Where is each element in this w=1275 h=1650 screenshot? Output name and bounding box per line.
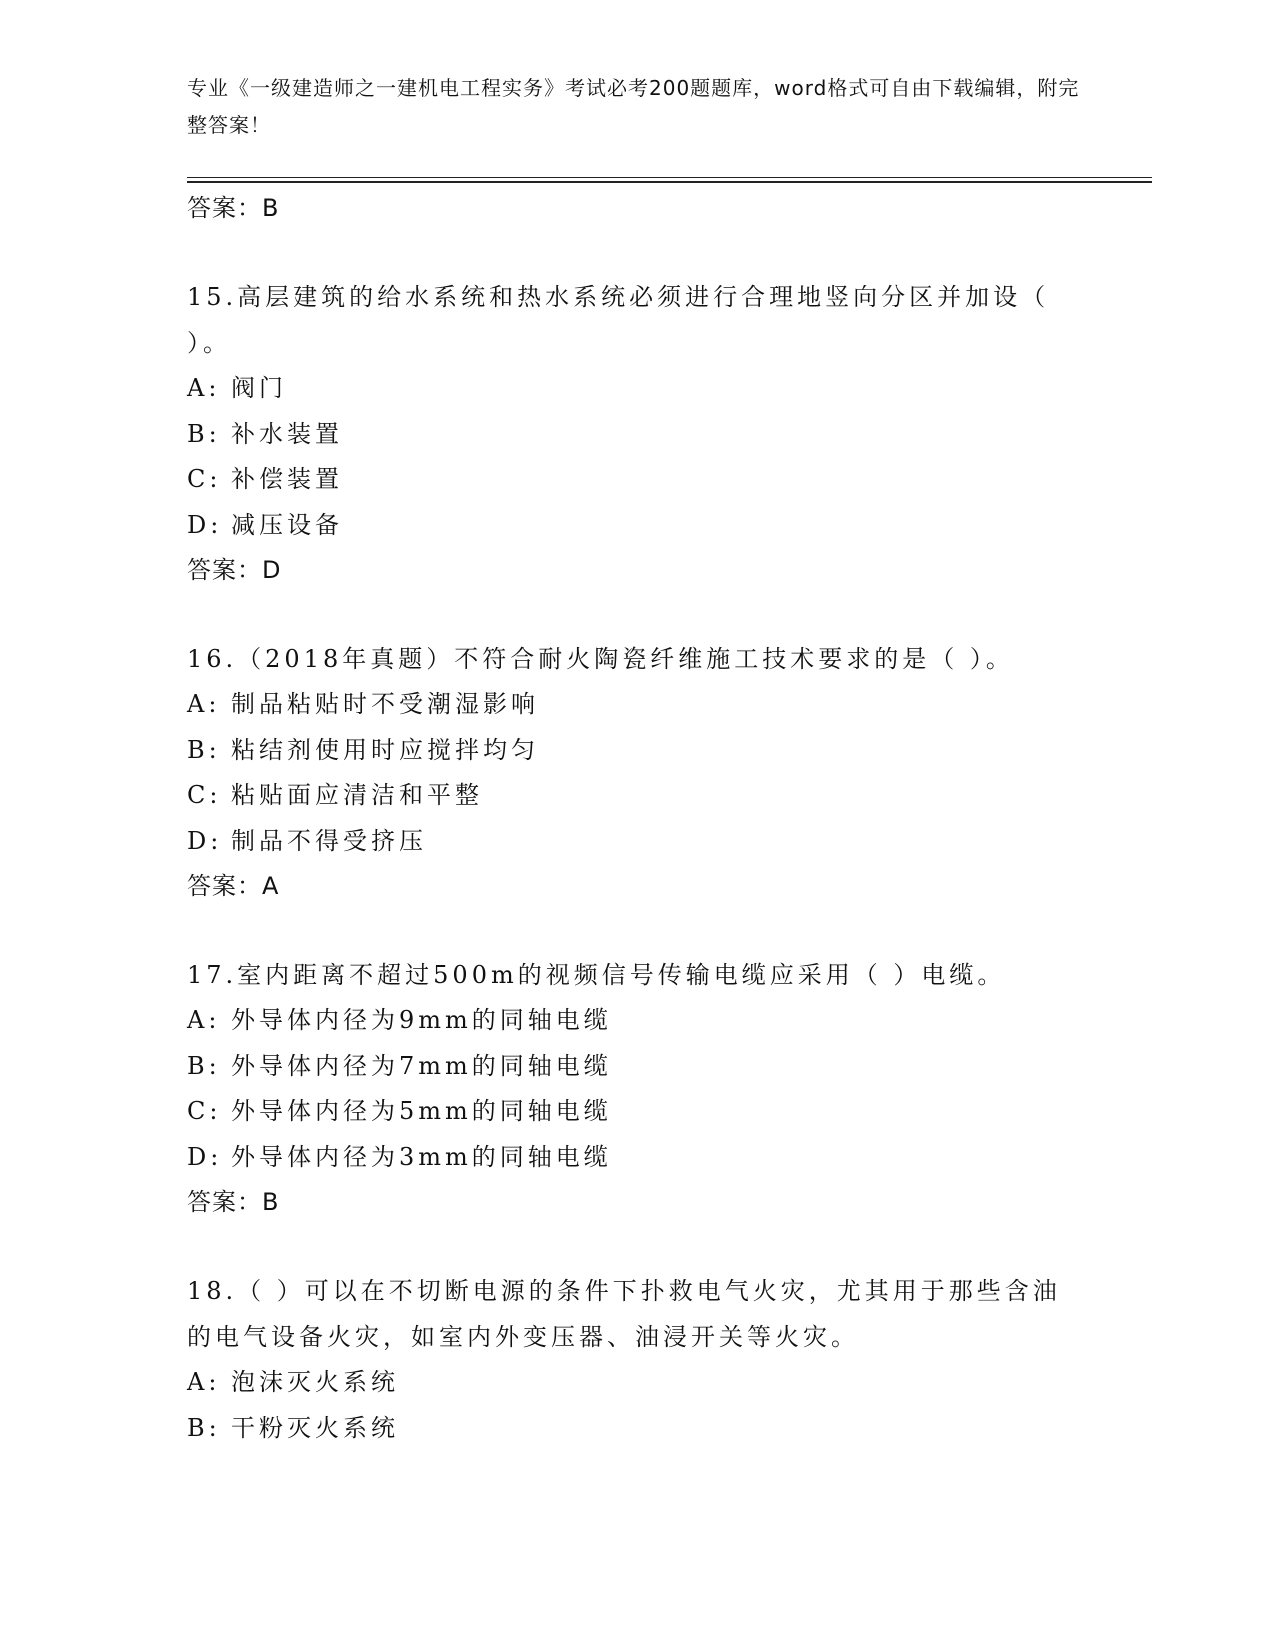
option-text: 外导体内径为3mm的同轴电缆 <box>231 1142 612 1171</box>
question-list <box>187 274 1147 1451</box>
option-item <box>187 728 1147 774</box>
option-text: 外导体内径为7mm的同轴电缆 <box>231 1051 612 1080</box>
question-stem: 17.室内距离不超过500m的视频信号传输电缆应采用（ ）电缆。 <box>187 961 1006 989</box>
option-item <box>187 998 1147 1044</box>
option-item <box>187 1360 1147 1406</box>
option-item <box>187 366 1147 412</box>
option-letter: B: <box>187 735 221 764</box>
option-letter: A: <box>187 690 221 718</box>
option-item <box>187 503 1147 549</box>
question-18 <box>187 1268 1147 1451</box>
question-16 <box>187 636 1147 908</box>
question-17 <box>187 952 1147 1224</box>
option-item <box>187 682 1147 728</box>
option-letter: D: <box>187 1142 223 1171</box>
option-text: 泡沫灭火系统 <box>231 1368 399 1396</box>
option-item <box>187 773 1147 819</box>
option-letter: D: <box>187 826 223 855</box>
option-letter: B: <box>187 419 221 448</box>
option-text: 粘贴面应清洁和平整 <box>231 781 483 809</box>
option-item <box>187 412 1147 458</box>
option-item <box>187 1135 1147 1181</box>
option-letter: C: <box>187 1097 222 1125</box>
option-text: 外导体内径为9mm的同轴电缆 <box>231 1006 612 1034</box>
option-letter: C: <box>187 465 222 493</box>
option-item <box>187 819 1147 865</box>
option-text: 制品粘贴时不受潮湿影响 <box>231 690 539 718</box>
answer-line: 答案：D <box>187 556 282 584</box>
option-text: 粘结剂使用时应搅拌均匀 <box>231 735 539 764</box>
option-text: 补偿装置 <box>231 465 343 493</box>
document-header: 专业《一级建造师之一建机电工程实务》考试必考200题题库，word格式可自由下载编辑，附完整答案！ <box>187 76 1080 137</box>
option-text: 外导体内径为5mm的同轴电缆 <box>231 1097 612 1125</box>
document-body <box>187 186 1147 1451</box>
option-text: 干粉灭火系统 <box>231 1413 399 1442</box>
option-text: 补水装置 <box>231 419 343 448</box>
answer-line: 答案：B <box>187 194 280 222</box>
option-letter: B: <box>187 1051 221 1080</box>
option-item <box>187 1089 1147 1135</box>
option-letter: A: <box>187 1368 221 1396</box>
option-letter: D: <box>187 510 223 539</box>
option-letter: A: <box>187 374 221 402</box>
option-item <box>187 1406 1147 1452</box>
option-letter: A: <box>187 1006 221 1034</box>
option-text: 制品不得受挤压 <box>231 826 427 855</box>
answer-line: 答案：B <box>187 1188 280 1216</box>
question-15 <box>187 274 1147 592</box>
option-item <box>187 1044 1147 1090</box>
question-stem: 15.高层建筑的给水系统和热水系统必须进行合理地竖向分区并加设（ ）。 <box>187 283 1050 357</box>
question-stem: 18.（ ）可以在不切断电源的条件下扑救电气火灾，尤其用于那些含油的电气设备火灾，如室内外变压器、油浸开关等火灾。 <box>187 1277 1061 1351</box>
header-divider <box>187 177 1152 183</box>
option-item <box>187 457 1147 503</box>
question-stem: 16.（2018年真题）不符合耐火陶瓷纤维施工技术要求的是（ ）。 <box>187 645 1014 673</box>
option-text: 阀门 <box>231 374 287 402</box>
option-letter: B: <box>187 1413 221 1442</box>
option-text: 减压设备 <box>231 510 343 539</box>
option-letter: C: <box>187 781 222 809</box>
answer-line: 答案：A <box>187 872 280 900</box>
